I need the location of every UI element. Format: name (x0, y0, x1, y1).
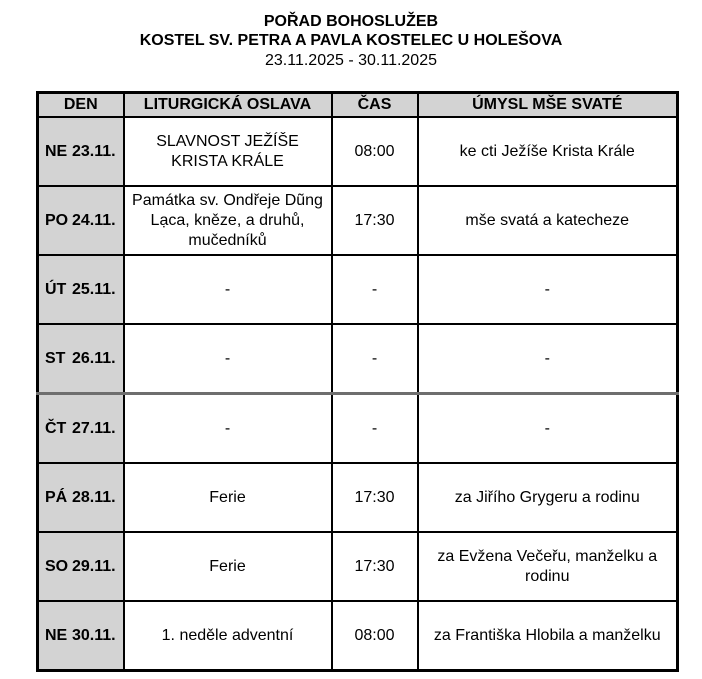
table-row (38, 324, 678, 394)
celebration-cell: 1. neděle adventní (124, 601, 332, 671)
celebration-cell: Ferie (124, 532, 332, 601)
time-cell: 17:30 (332, 463, 418, 532)
time-cell: 17:30 (332, 532, 418, 601)
day-cell (38, 463, 124, 532)
day-date: 28.11. (72, 488, 116, 506)
column-header-umysl-mse-svate: ÚMYSL MŠE SVATÉ (418, 93, 678, 118)
document-header (0, 0, 702, 71)
time-cell: - (332, 255, 418, 324)
intention-cell: - (418, 255, 678, 324)
date-range: 23.11.2025 - 30.11.2025 (265, 52, 437, 69)
celebration-cell: Památka sv. Ondřeje Dũng Lạca, kněze, a druhů, mučedníků (124, 186, 332, 255)
day-cell (38, 324, 124, 394)
table-row (38, 394, 678, 464)
intention-cell: za Františka Hlobila a manželku (418, 601, 678, 671)
time-cell: - (332, 394, 418, 464)
celebration-cell: - (124, 255, 332, 324)
day-cell (38, 255, 124, 324)
day-abbrev: SO (45, 557, 69, 575)
intention-cell: za Jiřího Grygeru a rodinu (418, 463, 678, 532)
table-row (38, 532, 678, 601)
day-abbrev: NE (45, 142, 68, 160)
day-date: 24.11. (72, 211, 116, 229)
time-cell: 08:00 (332, 601, 418, 671)
intention-cell: - (418, 324, 678, 394)
day-abbrev: PÁ (45, 488, 68, 506)
day-date: 25.11. (72, 280, 116, 298)
day-cell (38, 532, 124, 601)
celebration-cell: - (124, 324, 332, 394)
day-date: 27.11. (72, 419, 116, 437)
day-abbrev: ST (45, 349, 66, 367)
day-abbrev: NE (45, 626, 68, 644)
church-name: KOSTEL SV. PETRA A PAVLA KOSTELEC U HOLEŠOVA (139, 32, 563, 49)
day-cell (38, 117, 124, 186)
intention-cell: ke cti Ježíše Krista Krále (418, 117, 678, 186)
document-title: POŘAD BOHOSLUŽEB (263, 13, 439, 30)
time-cell: - (332, 324, 418, 394)
intention-cell: mše svatá a katecheze (418, 186, 678, 255)
celebration-cell: SLAVNOST JEŽÍŠE KRISTA KRÁLE (124, 117, 332, 186)
column-header-cas: ČAS (332, 93, 418, 118)
celebration-cell: - (124, 394, 332, 464)
intention-cell: za Evžena Večeřu, manželku a rodinu (418, 532, 678, 601)
table-row (38, 255, 678, 324)
table-row (38, 186, 678, 255)
day-cell (38, 186, 124, 255)
day-cell (38, 601, 124, 671)
time-cell: 08:00 (332, 117, 418, 186)
table-row (38, 463, 678, 532)
day-date: 26.11. (72, 349, 116, 367)
day-cell (38, 394, 124, 464)
table-row (38, 601, 678, 671)
celebration-cell: Ferie (124, 463, 332, 532)
day-date: 30.11. (72, 626, 116, 644)
day-abbrev: ČT (45, 419, 67, 437)
column-header-liturgicka-oslava: LITURGICKÁ OSLAVA (124, 93, 332, 118)
time-cell: 17:30 (332, 186, 418, 255)
mass-schedule-table (36, 91, 679, 672)
intention-cell: - (418, 394, 678, 464)
day-date: 29.11. (72, 557, 116, 575)
column-header-den: DEN (38, 93, 124, 118)
table-row (38, 117, 678, 186)
day-date: 23.11. (72, 142, 116, 160)
day-abbrev: ÚT (45, 280, 67, 298)
day-abbrev: PO (45, 211, 69, 229)
table-header-row (38, 93, 678, 118)
